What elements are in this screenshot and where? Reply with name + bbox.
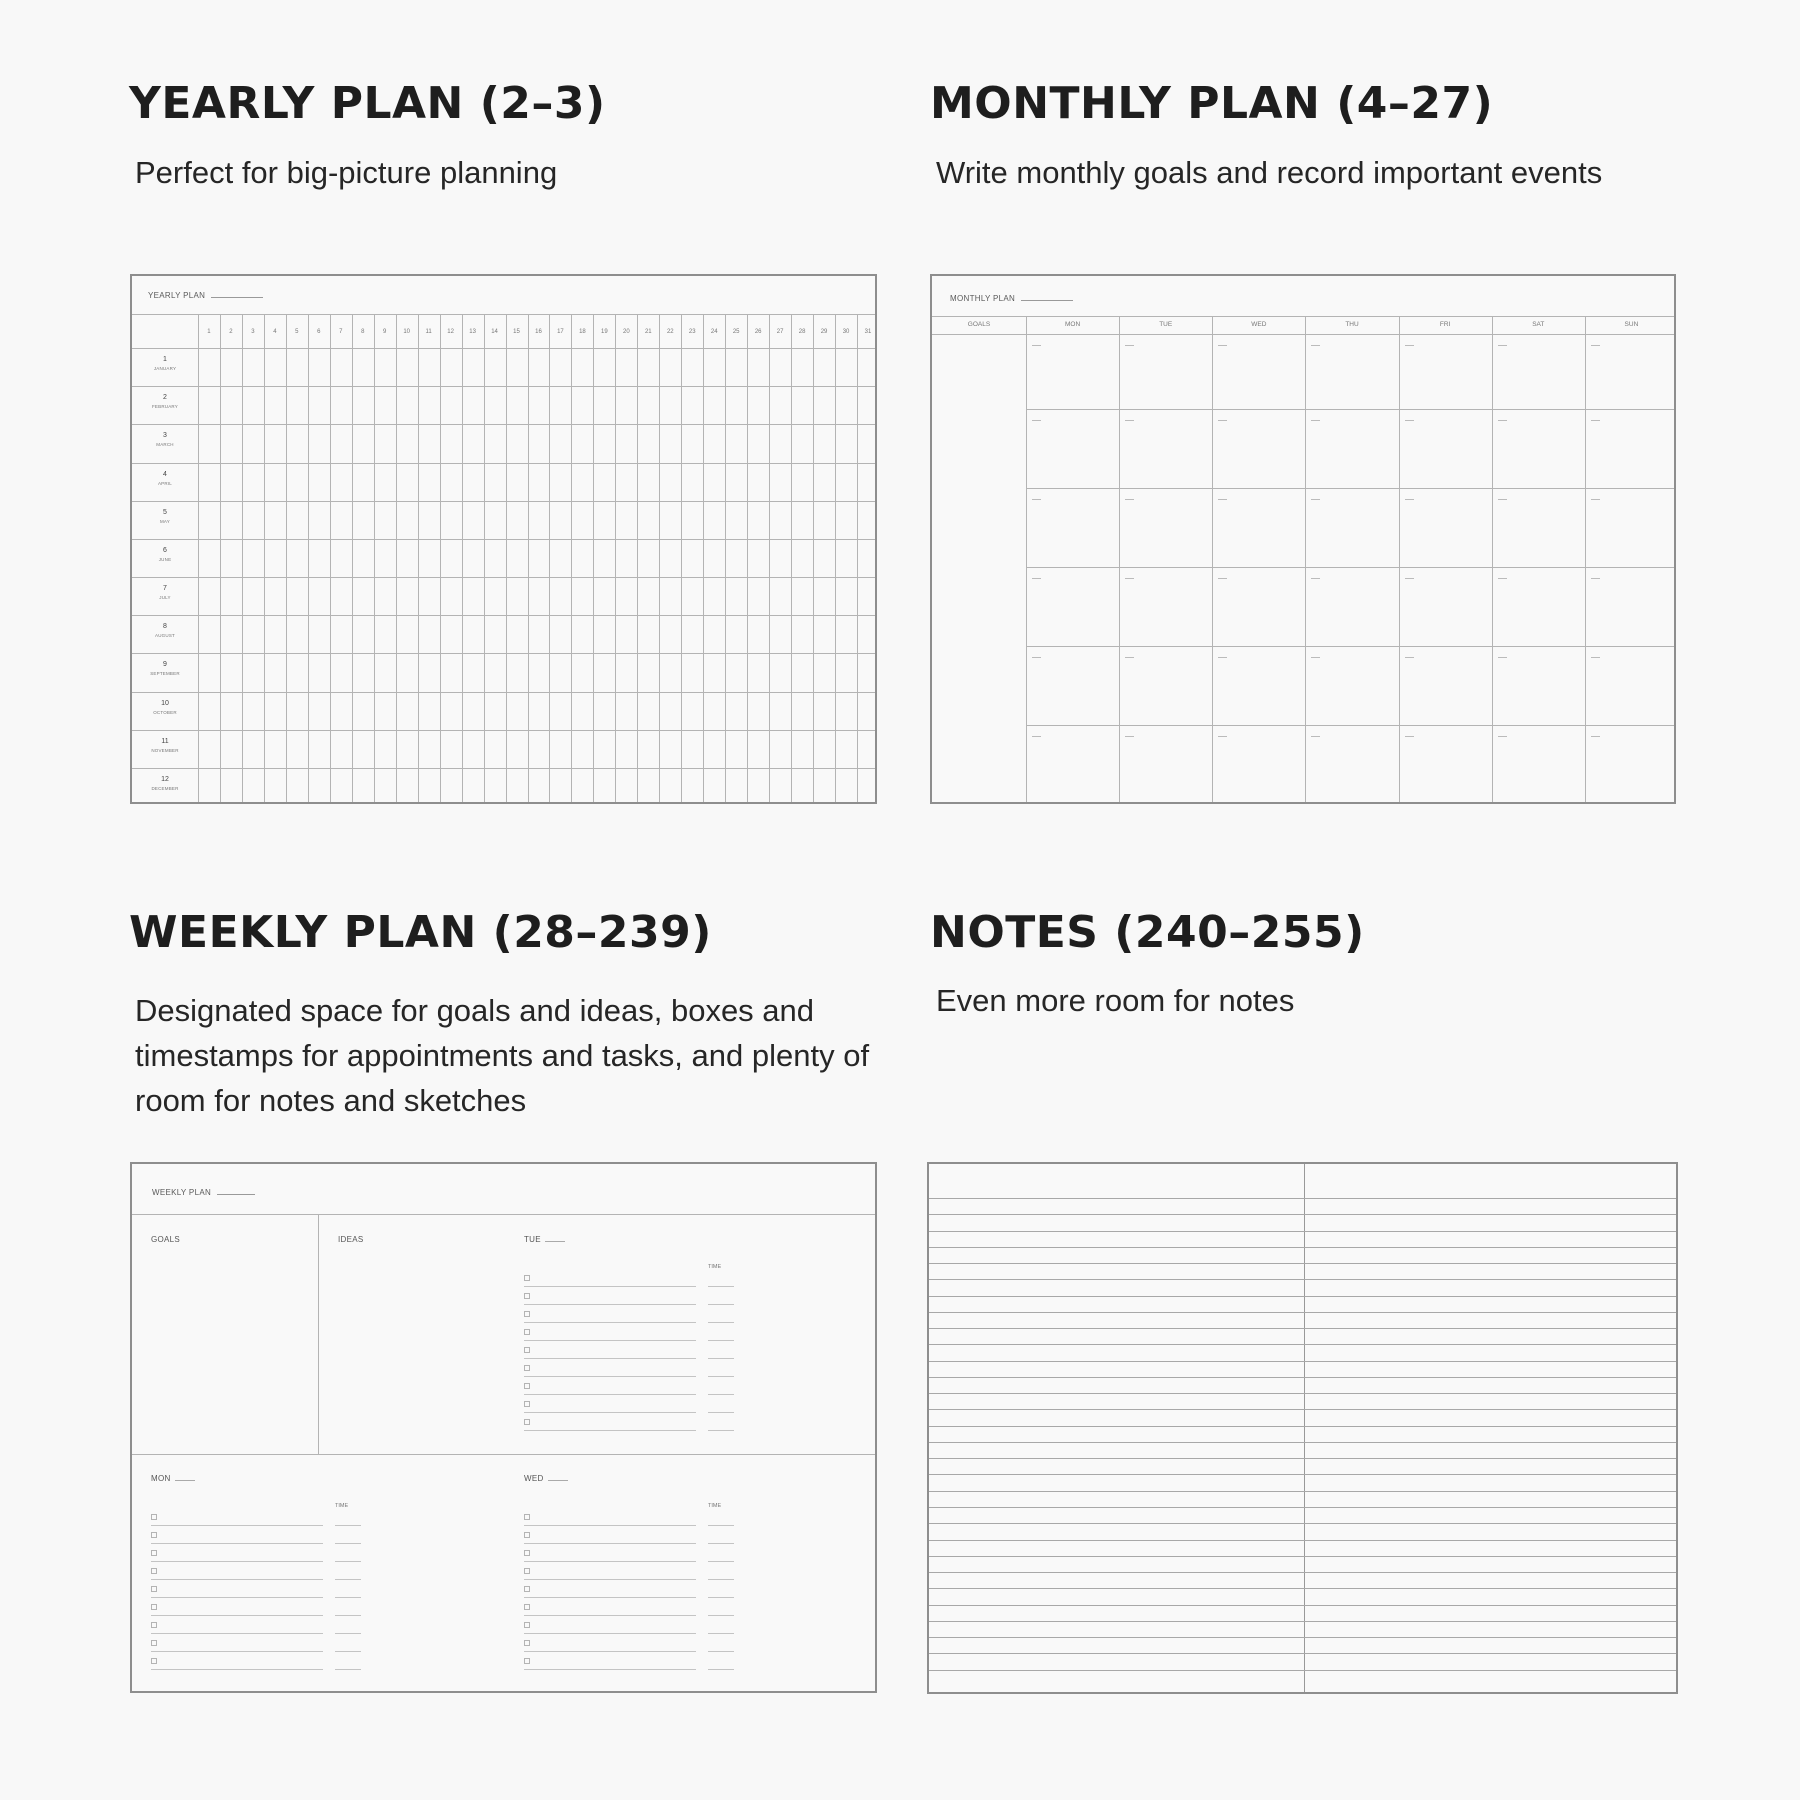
weekly-time-line bbox=[708, 1322, 734, 1323]
weekly-task-checkbox bbox=[524, 1658, 530, 1664]
weekly-task-checkbox bbox=[151, 1568, 157, 1574]
monthly-date-dash bbox=[1218, 578, 1227, 579]
weekly-day-date-blank bbox=[175, 1480, 195, 1481]
monthly-week-row-line bbox=[1026, 725, 1676, 726]
weekly-time-line bbox=[708, 1543, 734, 1544]
yearly-day-number: 22 bbox=[666, 329, 674, 335]
weekly-task-checkbox bbox=[524, 1365, 530, 1371]
weekly-task-line bbox=[151, 1597, 323, 1598]
yearly-day-number: 25 bbox=[732, 329, 740, 335]
weekly-time-label: TIME bbox=[708, 1503, 722, 1509]
monthly-day-col-line bbox=[1585, 316, 1586, 804]
monthly-date-dash bbox=[1405, 657, 1414, 658]
weekly-header-divider bbox=[132, 1214, 877, 1215]
monthly-date-dash bbox=[1311, 736, 1320, 737]
weekly-time-line bbox=[708, 1651, 734, 1652]
monthly-plan-description: Write monthly goals and record important events bbox=[936, 155, 1603, 190]
weekly-time-label: TIME bbox=[335, 1503, 349, 1509]
weekly-time-line bbox=[708, 1669, 734, 1670]
weekly-time-line bbox=[708, 1597, 734, 1598]
monthly-date-dash bbox=[1125, 345, 1134, 346]
weekly-time-line bbox=[708, 1304, 734, 1305]
monthly-date-dash bbox=[1498, 499, 1507, 500]
monthly-date-dash bbox=[1218, 657, 1227, 658]
yearly-day-number: 1 bbox=[207, 329, 211, 335]
yearly-day-number: 29 bbox=[820, 329, 828, 335]
yearly-day-number: 15 bbox=[513, 329, 520, 335]
yearly-month-name: AUGUST bbox=[155, 633, 175, 639]
weekly-time-line bbox=[708, 1286, 734, 1287]
yearly-month-row-line bbox=[132, 768, 877, 769]
weekly-task-line bbox=[524, 1579, 696, 1580]
monthly-day-col-line bbox=[1212, 316, 1213, 804]
weekly-task-checkbox bbox=[151, 1550, 157, 1556]
yearly-day-number: 28 bbox=[798, 329, 806, 335]
monthly-date-dash bbox=[1218, 345, 1227, 346]
yearly-month-name: JULY bbox=[159, 595, 171, 600]
monthly-date-dash bbox=[1591, 736, 1600, 737]
weekly-time-line bbox=[708, 1412, 734, 1413]
weekly-mid-divider bbox=[132, 1454, 877, 1455]
monthly-date-dash bbox=[1032, 657, 1041, 658]
weekly-time-line bbox=[335, 1615, 361, 1616]
monthly-date-dash bbox=[1591, 657, 1600, 658]
yearly-month-row-line bbox=[132, 730, 877, 731]
weekly-task-line bbox=[151, 1579, 323, 1580]
weekly-task-line bbox=[524, 1597, 696, 1598]
yearly-day-number: 16 bbox=[535, 329, 542, 335]
monthly-weekday-label: THU bbox=[1345, 321, 1359, 328]
weekly-task-checkbox bbox=[524, 1401, 530, 1407]
yearly-month-name: SEPTEMBER bbox=[150, 671, 180, 677]
notes-ruled-line bbox=[929, 1231, 1678, 1232]
notes-ruled-line bbox=[929, 1507, 1678, 1508]
weekly-time-line bbox=[708, 1525, 734, 1526]
weekly-time-line bbox=[335, 1651, 361, 1652]
weekly-task-line bbox=[151, 1525, 323, 1526]
monthly-weekday-label: SAT bbox=[1532, 321, 1545, 328]
monthly-date-dash bbox=[1498, 657, 1507, 658]
weekly-task-line bbox=[524, 1543, 696, 1544]
weekly-time-label: TIME bbox=[708, 1264, 722, 1270]
monthly-date-dash bbox=[1125, 657, 1134, 658]
yearly-day-number: 30 bbox=[842, 329, 850, 335]
notes-ruled-line bbox=[929, 1442, 1678, 1443]
yearly-month-row-line bbox=[132, 577, 877, 578]
weekly-task-line bbox=[524, 1561, 696, 1562]
monthly-day-col-line bbox=[1119, 316, 1120, 804]
monthly-date-dash bbox=[1405, 345, 1414, 346]
monthly-date-dash bbox=[1405, 420, 1414, 421]
monthly-goals-label: GOALS bbox=[967, 321, 991, 328]
yearly-sheet-label: YEARLY PLAN bbox=[148, 291, 206, 300]
notes-ruled-line bbox=[929, 1670, 1678, 1671]
yearly-month-number: 10 bbox=[161, 699, 169, 707]
weekly-ideas-label: IDEAS bbox=[338, 1235, 364, 1244]
weekly-task-checkbox bbox=[151, 1532, 157, 1538]
weekly-task-line bbox=[151, 1651, 323, 1652]
weekly-task-line bbox=[524, 1669, 696, 1670]
monthly-date-dash bbox=[1311, 578, 1320, 579]
notes-ruled-line bbox=[929, 1572, 1678, 1573]
notes-ruled-line bbox=[929, 1393, 1678, 1394]
weekly-task-line bbox=[524, 1340, 696, 1341]
notes-ruled-line bbox=[929, 1312, 1678, 1313]
yearly-sheet-header bbox=[148, 291, 263, 300]
weekly-task-checkbox bbox=[151, 1604, 157, 1610]
weekly-task-line bbox=[524, 1304, 696, 1305]
monthly-date-dash bbox=[1498, 420, 1507, 421]
yearly-month-name: JUNE bbox=[158, 556, 172, 562]
monthly-date-dash bbox=[1125, 578, 1134, 579]
yearly-day-number: 13 bbox=[469, 329, 476, 335]
monthly-date-dash bbox=[1498, 578, 1507, 579]
monthly-weekday-label: WED bbox=[1251, 321, 1267, 328]
weekly-time-line bbox=[335, 1525, 361, 1526]
monthly-date-dash bbox=[1405, 736, 1414, 737]
weekly-time-line bbox=[335, 1543, 361, 1544]
weekly-sheet-label: WEEKLY PLAN bbox=[152, 1188, 212, 1197]
yearly-day-number: 7 bbox=[339, 329, 343, 335]
weekly-time-line bbox=[335, 1597, 361, 1598]
monthly-date-dash bbox=[1498, 345, 1507, 346]
weekly-time-line bbox=[708, 1579, 734, 1580]
monthly-week-row-line bbox=[1026, 646, 1676, 647]
yearly-day-number: 26 bbox=[754, 329, 762, 335]
weekly-time-line bbox=[708, 1394, 734, 1395]
monthly-date-dash bbox=[1405, 499, 1414, 500]
yearly-day-number: 24 bbox=[710, 329, 718, 335]
yearly-day-number: 19 bbox=[601, 329, 608, 335]
monthly-date-dash bbox=[1591, 420, 1600, 421]
weekly-day-date-blank bbox=[548, 1480, 568, 1481]
notes-ruled-line bbox=[929, 1621, 1678, 1622]
monthly-date-dash bbox=[1032, 345, 1041, 346]
monthly-sheet-header bbox=[950, 294, 1073, 303]
monthly-day-col-line bbox=[1399, 316, 1400, 804]
monthly-plan-title: MONTHLY PLAN (4–27) bbox=[930, 78, 1494, 129]
notes-ruled-line bbox=[929, 1653, 1678, 1654]
weekly-task-line bbox=[524, 1651, 696, 1652]
yearly-day-number: 20 bbox=[623, 329, 630, 335]
notes-ruled-line bbox=[929, 1605, 1678, 1606]
notes-ruled-line bbox=[929, 1344, 1678, 1345]
weekly-task-checkbox bbox=[151, 1658, 157, 1664]
weekly-time-line bbox=[335, 1561, 361, 1562]
weekly-day-name: TUE bbox=[524, 1235, 541, 1244]
monthly-date-dash bbox=[1591, 578, 1600, 579]
yearly-day-number: 17 bbox=[557, 329, 564, 335]
monthly-day-col-line bbox=[1492, 316, 1493, 804]
monthly-date-dash bbox=[1032, 499, 1041, 500]
yearly-month-number: 5 bbox=[163, 508, 167, 516]
monthly-date-dash bbox=[1218, 736, 1227, 737]
weekly-time-line bbox=[335, 1633, 361, 1634]
yearly-day-number: 6 bbox=[317, 329, 321, 335]
monthly-label-row-divider bbox=[932, 334, 1676, 335]
yearly-month-number: 8 bbox=[163, 623, 167, 631]
yearly-month-number: 3 bbox=[163, 432, 167, 440]
monthly-week-row-line bbox=[1026, 409, 1676, 410]
yearly-plan-description: Perfect for big-picture planning bbox=[135, 155, 558, 190]
monthly-date-dash bbox=[1591, 345, 1600, 346]
notes-center-divider bbox=[1304, 1164, 1305, 1694]
weekly-task-checkbox bbox=[524, 1383, 530, 1389]
notes-ruled-line bbox=[929, 1474, 1678, 1475]
yearly-day-number: 2 bbox=[229, 329, 233, 335]
weekly-task-checkbox bbox=[524, 1275, 530, 1281]
monthly-date-dash bbox=[1218, 499, 1227, 500]
notes-ruled-line bbox=[929, 1247, 1678, 1248]
monthly-weekday-label: MON bbox=[1064, 321, 1081, 328]
weekly-task-checkbox bbox=[524, 1604, 530, 1610]
weekly-task-line bbox=[151, 1669, 323, 1670]
weekly-task-checkbox bbox=[151, 1622, 157, 1628]
yearly-day-number: 14 bbox=[491, 329, 498, 335]
monthly-week-row-line bbox=[1026, 488, 1676, 489]
yearly-month-number: 6 bbox=[163, 546, 167, 554]
weekly-task-checkbox bbox=[151, 1640, 157, 1646]
monthly-sheet-name-blank bbox=[1021, 300, 1073, 301]
weekly-time-line bbox=[335, 1669, 361, 1670]
yearly-day-number: 9 bbox=[383, 329, 387, 335]
monthly-date-dash bbox=[1498, 736, 1507, 737]
notes-ruled-line bbox=[929, 1377, 1678, 1378]
notes-ruled-line bbox=[929, 1523, 1678, 1524]
weekly-task-checkbox bbox=[151, 1586, 157, 1592]
weekly-sheet-name-blank bbox=[217, 1194, 255, 1195]
monthly-header-divider bbox=[932, 316, 1676, 317]
weekly-task-line bbox=[524, 1322, 696, 1323]
yearly-sheet-name-blank bbox=[211, 297, 263, 298]
yearly-month-name: DECEMBER bbox=[151, 785, 179, 791]
notes-sheet bbox=[927, 1162, 1678, 1694]
yearly-day-number: 5 bbox=[295, 329, 299, 335]
yearly-header-divider bbox=[132, 314, 877, 315]
weekly-task-line bbox=[151, 1615, 323, 1616]
notes-ruled-line bbox=[929, 1279, 1678, 1280]
weekly-task-checkbox bbox=[151, 1514, 157, 1520]
yearly-day-number: 18 bbox=[579, 329, 586, 335]
monthly-date-dash bbox=[1032, 736, 1041, 737]
yearly-plan-title: YEARLY PLAN (2–3) bbox=[129, 78, 606, 129]
weekly-day-name: WED bbox=[524, 1474, 544, 1483]
weekly-task-line bbox=[151, 1543, 323, 1544]
weekly-task-line bbox=[524, 1615, 696, 1616]
weekly-task-line bbox=[524, 1358, 696, 1359]
weekly-day-name: MON bbox=[151, 1474, 171, 1483]
yearly-month-name: MAY bbox=[159, 518, 171, 524]
weekly-time-line bbox=[335, 1579, 361, 1580]
monthly-weekday-label: FRI bbox=[1439, 321, 1451, 328]
weekly-sheet-header bbox=[152, 1188, 255, 1197]
monthly-date-dash bbox=[1405, 578, 1414, 579]
notes-title: NOTES (240–255) bbox=[930, 907, 1365, 958]
monthly-date-dash bbox=[1311, 420, 1320, 421]
yearly-month-name: JANUARY bbox=[153, 366, 177, 371]
weekly-task-line bbox=[524, 1525, 696, 1526]
yearly-day-number: 3 bbox=[251, 329, 255, 335]
notes-ruled-line bbox=[929, 1361, 1678, 1362]
weekly-task-checkbox bbox=[524, 1293, 530, 1299]
notes-ruled-line bbox=[929, 1198, 1678, 1199]
yearly-day-number: 10 bbox=[403, 329, 411, 335]
yearly-month-name: OCTOBER bbox=[153, 709, 177, 715]
monthly-week-row-line bbox=[1026, 567, 1676, 568]
weekly-time-line bbox=[708, 1633, 734, 1634]
notes-ruled-line bbox=[929, 1540, 1678, 1541]
weekly-task-checkbox bbox=[524, 1568, 530, 1574]
monthly-date-dash bbox=[1125, 736, 1134, 737]
weekly-task-checkbox bbox=[524, 1419, 530, 1425]
weekly-task-checkbox bbox=[524, 1347, 530, 1353]
yearly-month-row-line bbox=[132, 615, 877, 616]
yearly-month-row-line bbox=[132, 501, 877, 502]
yearly-month-row-line bbox=[132, 692, 877, 693]
monthly-date-dash bbox=[1032, 420, 1041, 421]
notes-ruled-line bbox=[929, 1263, 1678, 1264]
yearly-day-number: 21 bbox=[644, 329, 652, 335]
monthly-date-dash bbox=[1311, 345, 1320, 346]
notes-ruled-line bbox=[929, 1426, 1678, 1427]
yearly-month-number: 11 bbox=[161, 737, 169, 745]
notes-ruled-line bbox=[929, 1556, 1678, 1557]
notes-ruled-line bbox=[929, 1409, 1678, 1410]
notes-ruled-line bbox=[929, 1637, 1678, 1638]
notes-ruled-line bbox=[929, 1458, 1678, 1459]
weekly-time-line bbox=[708, 1358, 734, 1359]
yearly-month-number: 12 bbox=[161, 775, 169, 783]
yearly-month-number: 4 bbox=[163, 470, 167, 478]
yearly-day-number: 27 bbox=[776, 329, 784, 335]
monthly-date-dash bbox=[1311, 499, 1320, 500]
weekly-goals-divider bbox=[318, 1214, 319, 1454]
notes-ruled-line bbox=[929, 1588, 1678, 1589]
weekly-time-line bbox=[708, 1561, 734, 1562]
weekly-task-checkbox bbox=[524, 1329, 530, 1335]
yearly-day-number: 31 bbox=[864, 329, 872, 335]
notes-description: Even more room for notes bbox=[936, 983, 1295, 1018]
weekly-task-checkbox bbox=[524, 1514, 530, 1520]
yearly-month-name: FEBRUARY bbox=[151, 404, 179, 410]
yearly-day-number: 12 bbox=[447, 329, 454, 335]
monthly-date-dash bbox=[1125, 420, 1134, 421]
monthly-goals-divider bbox=[1026, 316, 1027, 804]
monthly-date-dash bbox=[1591, 499, 1600, 500]
weekly-day-label bbox=[524, 1235, 565, 1244]
weekly-task-checkbox bbox=[524, 1550, 530, 1556]
notes-ruled-line bbox=[929, 1214, 1678, 1215]
yearly-plan-sheet bbox=[130, 274, 877, 804]
monthly-day-col-line bbox=[1305, 316, 1306, 804]
weekly-time-line bbox=[708, 1376, 734, 1377]
yearly-month-number: 9 bbox=[163, 661, 167, 669]
yearly-month-row-line bbox=[132, 386, 877, 387]
weekly-task-line bbox=[524, 1376, 696, 1377]
weekly-day-label bbox=[524, 1474, 568, 1483]
yearly-month-number: 2 bbox=[163, 394, 167, 402]
yearly-day-number: 23 bbox=[688, 329, 696, 335]
weekly-plan-title: WEEKLY PLAN (28–239) bbox=[129, 907, 712, 958]
monthly-date-dash bbox=[1218, 420, 1227, 421]
monthly-date-dash bbox=[1311, 657, 1320, 658]
yearly-day-row-divider bbox=[132, 348, 877, 349]
yearly-day-number: 8 bbox=[361, 329, 365, 335]
weekly-task-line bbox=[524, 1633, 696, 1634]
weekly-day-label bbox=[151, 1474, 195, 1483]
weekly-plan-sheet bbox=[130, 1162, 877, 1693]
weekly-task-checkbox bbox=[524, 1622, 530, 1628]
yearly-day-number: 11 bbox=[425, 329, 432, 335]
notes-ruled-line bbox=[929, 1296, 1678, 1297]
yearly-day-number: 4 bbox=[273, 329, 277, 335]
monthly-plan-sheet bbox=[930, 274, 1676, 804]
yearly-month-row-line bbox=[132, 653, 877, 654]
monthly-date-dash bbox=[1125, 499, 1134, 500]
weekly-task-checkbox bbox=[524, 1640, 530, 1646]
yearly-month-number: 1 bbox=[163, 356, 167, 363]
weekly-time-line bbox=[708, 1340, 734, 1341]
yearly-month-row-line bbox=[132, 539, 877, 540]
weekly-task-line bbox=[524, 1286, 696, 1287]
weekly-task-checkbox bbox=[524, 1532, 530, 1538]
monthly-weekday-label: TUE bbox=[1159, 321, 1173, 328]
weekly-task-line bbox=[524, 1394, 696, 1395]
monthly-sheet-label: MONTHLY PLAN bbox=[950, 294, 1016, 303]
weekly-task-line bbox=[524, 1412, 696, 1413]
weekly-task-line bbox=[151, 1561, 323, 1562]
yearly-month-name: APRIL bbox=[157, 480, 172, 486]
weekly-time-line bbox=[708, 1430, 734, 1431]
weekly-time-line bbox=[708, 1615, 734, 1616]
notes-ruled-line bbox=[929, 1328, 1678, 1329]
notes-ruled-line bbox=[929, 1491, 1678, 1492]
weekly-task-checkbox bbox=[524, 1311, 530, 1317]
yearly-month-name: NOVEMBER bbox=[151, 747, 179, 753]
monthly-weekday-label: SUN bbox=[1624, 321, 1639, 328]
weekly-task-checkbox bbox=[524, 1586, 530, 1592]
yearly-month-number: 7 bbox=[163, 585, 167, 592]
weekly-task-line bbox=[151, 1633, 323, 1634]
weekly-plan-description: Designated space for goals and ideas, boxes and timestamps for appointments and tasks, and plenty of room for notes and sketches bbox=[135, 993, 870, 1118]
weekly-task-line bbox=[524, 1430, 696, 1431]
weekly-goals-label: GOALS bbox=[151, 1235, 181, 1244]
yearly-month-row-line bbox=[132, 424, 877, 425]
yearly-month-row-line bbox=[132, 463, 877, 464]
monthly-date-dash bbox=[1032, 578, 1041, 579]
weekly-day-date-blank bbox=[545, 1241, 565, 1242]
yearly-month-name: MARCH bbox=[156, 442, 174, 448]
